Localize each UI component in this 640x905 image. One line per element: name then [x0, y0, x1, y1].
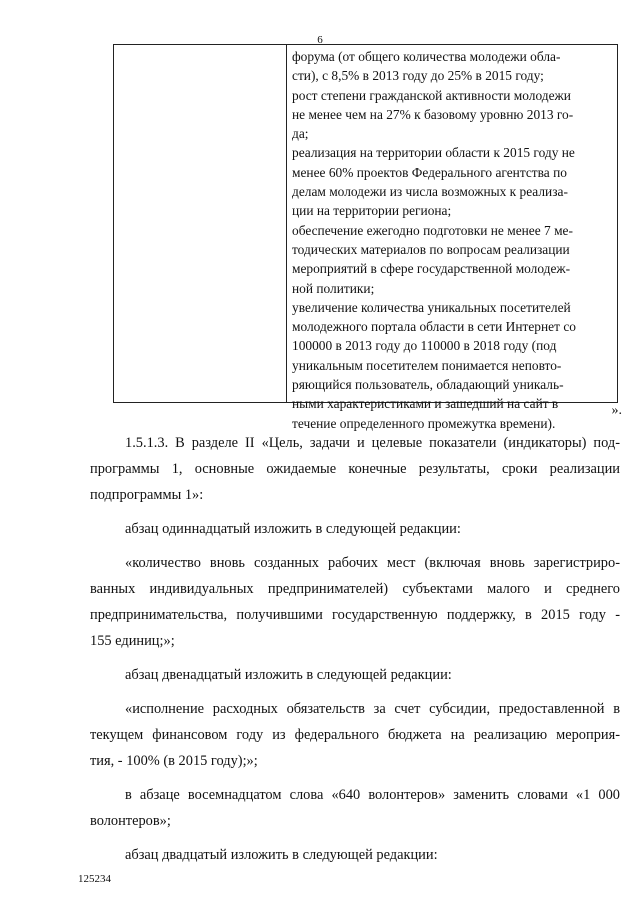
paragraph-line: 155 единиц;»;: [90, 633, 175, 649]
paragraph-line: «количество вновь созданных рабочих мест (включая вновь зарегистриро-: [125, 555, 620, 571]
cell-line: мероприятий в сфере государственной молодеж-: [292, 261, 571, 277]
page-number: 6: [317, 34, 323, 46]
paragraph-line: подпрограммы 1»:: [90, 487, 204, 503]
paragraph-line: 1.5.1.3. В разделе II «Цель, задачи и целевые показатели (индикаторы) под-: [125, 435, 620, 451]
cell-line: менее 60% проектов Федерального агентства по: [292, 164, 567, 180]
paragraph-line: абзац двадцатый изложить в следующей редакции:: [125, 847, 438, 863]
cell-line: ции на территории региона;: [292, 203, 452, 219]
paragraph-abzac-20: [90, 842, 620, 868]
table-column-divider: [286, 45, 287, 402]
cell-line: форума (от общего количества молодежи обла-: [292, 49, 561, 64]
paragraph-abzac-12: [90, 662, 620, 688]
cell-line: увеличение количества уникальных посетителей: [292, 299, 571, 315]
cell-line: обеспечение ежегодно подготовки не менее 7 ме-: [292, 222, 573, 238]
document-body: [90, 430, 620, 868]
cell-line: реализация на территории области к 2015 году не: [292, 145, 575, 161]
paragraph-line: тия, - 100% (в 2015 году);»;: [90, 753, 258, 769]
paragraph-abzac-11: [90, 516, 620, 542]
table-cell-text: [292, 47, 612, 433]
cell-line: ными характеристиками и зашедший на сайт в: [292, 396, 559, 412]
cell-line: сти), с 8,5% в 2013 году до 25% в 2015 году;: [292, 68, 544, 84]
cell-line: молодежного портала области в сети Интернет со: [292, 319, 576, 335]
paragraph-line: абзац двенадцатый изложить в следующей редакции:: [125, 667, 452, 683]
cell-line: не менее чем на 27% к базовому уровню 2013 го-: [292, 106, 574, 122]
paragraph-line: текущем финансовом году из федерального бюджета на реализацию мероприя-: [90, 727, 620, 743]
paragraph-line: «исполнение расходных обязательств за счет субсидии, предоставленной в: [125, 701, 620, 717]
document-code: 125234: [78, 873, 111, 885]
cell-line: 100000 в 2013 году до 110000 в 2018 году (под: [292, 338, 557, 354]
paragraph-line: в абзаце восемнадцатом слова «640 волонтеров» заменить словами «1 000: [125, 787, 620, 803]
paragraph-line: ванных индивидуальных предпринимателей) субъектами малого и среднего: [90, 581, 620, 597]
paragraph-quote-jobs: [90, 550, 620, 654]
cell-line: тодических материалов по вопросам реализации: [292, 241, 570, 257]
cell-line: делам молодежи из числа возможных к реализа-: [292, 184, 568, 200]
cell-line: ряющийся пользователь, обладающий уникаль-: [292, 377, 564, 393]
paragraph-volunteers: [90, 782, 620, 834]
paragraph-line: предпринимательства, получившими государственную поддержку, в 2015 году -: [90, 607, 620, 623]
cell-line: течение определенного промежутка времени).: [292, 415, 556, 431]
cell-line: ной политики;: [292, 280, 375, 296]
paragraph-quote-subsidy: [90, 696, 620, 774]
paragraph-section-1-5-1-3: [90, 430, 620, 508]
cell-line: рост степени гражданской активности молодежи: [292, 87, 571, 103]
closing-quote: ».: [611, 403, 622, 418]
cell-line: да;: [292, 126, 309, 142]
paragraph-line: абзац одиннадцатый изложить в следующей редакции:: [125, 521, 461, 537]
cell-line: уникальным посетителем понимается неповто-: [292, 357, 562, 373]
paragraph-line: волонтеров»;: [90, 813, 171, 829]
paragraph-line: программы 1, основные ожидаемые конечные результаты, сроки реализации: [90, 461, 620, 477]
indicator-table: [113, 44, 618, 431]
